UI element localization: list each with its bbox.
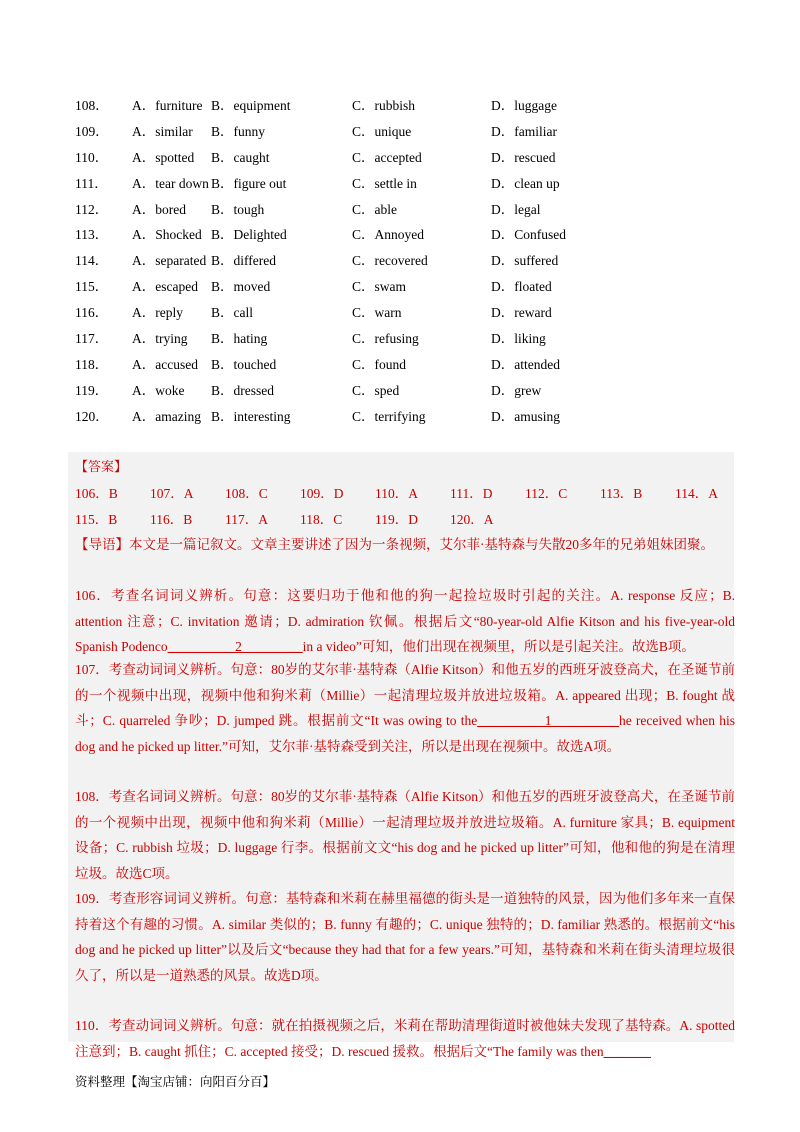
answer-item: 106．B xyxy=(75,486,118,501)
option-c: C．Annoyed xyxy=(352,227,424,243)
option-d: D．amusing xyxy=(491,408,560,424)
question-number: 114． xyxy=(75,253,109,269)
question-number: 110． xyxy=(75,149,109,165)
explanation-107-text-b: he received when his dog and he picked up litter.”可知，艾尔菲·基特森受到关注，所以是出现在视频中。故选A项。 xyxy=(75,713,735,754)
option-a: A．reply xyxy=(132,305,183,321)
question-row xyxy=(75,355,735,381)
explanation-106-text-a: 106．考查名词词义辨析。句意：这要归功于他和他的狗一起捡垃圾时引起的关注。A. response 反应；B. attention 注意；C. invitation 邀请；D. admiration 钦佩。根据后文“80-year-old Alfie Kitson and his five-year-old Spanish Podenco xyxy=(75,588,735,655)
option-d: D．clean up xyxy=(491,175,560,191)
answer-item: 114．A xyxy=(675,486,718,501)
option-d: D．luggage xyxy=(491,98,557,113)
option-d: D．Confused xyxy=(491,227,566,243)
option-b: B．dressed xyxy=(211,382,274,398)
option-a: A．woke xyxy=(132,382,185,398)
explanation-110 xyxy=(75,1013,735,1064)
answer-item: 107．A xyxy=(150,486,194,501)
question-row xyxy=(75,225,735,251)
question-number: 120． xyxy=(75,408,109,424)
answer-item: 113．B xyxy=(600,486,643,501)
question-number: 108． xyxy=(75,98,109,113)
option-c: C．rubbish xyxy=(352,98,416,113)
question-number: 117． xyxy=(75,331,109,347)
question-number: 109． xyxy=(75,123,109,139)
answer-row-1 xyxy=(75,482,735,504)
option-b: B．tough xyxy=(211,201,265,217)
option-d: D．liking xyxy=(491,331,546,347)
answer-title: 【答案】 xyxy=(75,460,128,475)
option-c: C．refusing xyxy=(352,331,419,347)
option-b: B．hating xyxy=(211,331,268,347)
option-a: A．bored xyxy=(132,201,186,217)
question-row xyxy=(75,200,735,226)
option-b: B．caught xyxy=(211,149,270,165)
question-number: 115． xyxy=(75,279,109,295)
answer-row-2 xyxy=(75,508,735,530)
answer-item: 109．D xyxy=(300,486,344,501)
option-c: C．unique xyxy=(352,123,412,139)
option-d: D．familiar xyxy=(491,123,557,139)
option-d: D．grew xyxy=(491,382,542,398)
option-a: A．escaped xyxy=(132,279,198,295)
option-a: A．separated xyxy=(132,253,207,269)
explanation-110-blank: _______ xyxy=(603,1043,651,1059)
option-b: B．figure out xyxy=(211,175,287,191)
option-d: D．legal xyxy=(491,201,541,217)
option-b: B．interesting xyxy=(211,408,291,424)
option-c: C．found xyxy=(352,356,406,372)
answer-item: 115．B xyxy=(75,512,118,527)
explanation-108: 108．考查名词词义辨析。句意：80岁的艾尔菲·基特森（Alfie Kitson）和他五岁的西班牙波登高犬，在圣诞节前的一个视频中出现，视频中他和狗米莉（Millie）一起清理垃圾并放进垃圾箱。A. furniture 家具；B. equipment 设备；C. rubbish 垃圾；D. luggage 行李。根据前文文“his dog and he picked up litter”可知，他和他的狗是在清理垃圾。故选C项。 xyxy=(75,789,735,881)
option-c: C．accepted xyxy=(352,149,422,165)
question-row xyxy=(75,303,735,329)
option-c: C．able xyxy=(352,201,397,217)
option-b: B．touched xyxy=(211,356,277,372)
question-row xyxy=(75,251,735,277)
explanation-107-blank: __________1__________ xyxy=(477,713,619,729)
question-number: 119． xyxy=(75,382,109,398)
option-a: A．tear down xyxy=(132,175,209,191)
explanation-110-text-a: 110．考查动词词义辨析。句意：就在拍摄视频之后，米莉在帮助清理街道时被他妹夫发现了基特森。A. spotted 注意到；B. caught 抓住；C. accepted 接受；D. rescued 援救。根据后文“The family was then xyxy=(75,1018,735,1059)
option-c: C．recovered xyxy=(352,253,428,269)
question-number: 113． xyxy=(75,227,109,243)
footer-text: 资料整理【淘宝店铺：向阳百分百】 xyxy=(75,1074,276,1089)
option-b: B．equipment xyxy=(211,98,291,113)
option-b: B．moved xyxy=(211,279,271,295)
option-a: A．spotted xyxy=(132,149,195,165)
answer-item: 120．A xyxy=(450,512,494,527)
answer-item: 119．D xyxy=(375,512,418,527)
question-row xyxy=(75,174,735,200)
option-c: C．terrifying xyxy=(352,408,426,424)
explanation-106-text-b: in a video”可知，他们出现在视频里，所以是引起关注。故选B项。 xyxy=(302,639,695,655)
explanation-106 xyxy=(75,583,735,660)
question-row xyxy=(75,277,735,303)
explanation-106-blank: __________2_________ xyxy=(167,639,303,655)
option-a: A．similar xyxy=(132,123,193,139)
option-a: A．Shocked xyxy=(132,227,202,243)
explanation-109: 109．考查形容词词义辨析。句意：基特森和米莉在赫里福德的街头是一道独特的风景，因为他们多年来一直保持着这个有趣的习惯。A. similar 类似的；B. funny 有趣的；C. unique 独特的；D. familiar 熟悉的。根据前文“his dog and he picked up litter”以及后文“because they had that for a few years.”可知，基特森和米莉在街头清理垃圾很久了，所以是一道熟悉的风景。故选D项。 xyxy=(75,891,735,983)
option-d: D．attended xyxy=(491,356,560,372)
option-d: D．rescued xyxy=(491,149,556,165)
question-number: 112． xyxy=(75,201,109,217)
question-number: 118． xyxy=(75,356,109,372)
question-row xyxy=(75,122,735,148)
answer-item: 110．A xyxy=(375,486,418,501)
option-b: B．call xyxy=(211,305,253,321)
option-d: D．suffered xyxy=(491,253,559,269)
option-b: B．funny xyxy=(211,123,265,139)
question-row xyxy=(75,329,735,355)
question-row xyxy=(75,407,735,433)
option-d: D．reward xyxy=(491,305,552,321)
guide-paragraph: 【导语】本文是一篇记叙文。文章主要讲述了因为一条视频，艾尔菲·基特森与失散20多年的兄弟姐妹团聚。 xyxy=(75,537,714,552)
options-list xyxy=(75,96,735,433)
option-a: A．amazing xyxy=(132,408,201,424)
option-b: B．differed xyxy=(211,253,276,269)
answer-item: 116．B xyxy=(150,512,193,527)
option-b: B．Delighted xyxy=(211,227,287,243)
option-c: C．swam xyxy=(352,279,406,295)
explanation-107 xyxy=(75,657,735,759)
answer-item: 117．A xyxy=(225,512,268,527)
option-c: C．sped xyxy=(352,382,400,398)
question-row xyxy=(75,381,735,407)
option-a: A．accused xyxy=(132,356,198,372)
answer-item: 111．D xyxy=(450,486,493,501)
answer-item: 108．C xyxy=(225,486,268,501)
question-row xyxy=(75,96,735,122)
option-c: C．settle in xyxy=(352,175,417,191)
question-number: 116． xyxy=(75,305,109,321)
option-c: C．warn xyxy=(352,305,402,321)
option-a: A．furniture xyxy=(132,98,203,113)
answer-item: 118．C xyxy=(300,512,343,527)
answer-item: 112．C xyxy=(525,486,568,501)
question-row xyxy=(75,148,735,174)
explanation-107-text-a: 107．考查动词词义辨析。句意：80岁的艾尔菲·基特森（Alfie Kitson）和他五岁的西班牙波登高犬，在圣诞节前的一个视频中出现，视频中他和狗米莉（Millie）一起清理垃圾并放进垃圾箱。A. appeared 出现；B. fought 战斗；C. quarreled 争吵；D. jumped 跳。根据前文“It was owing to the xyxy=(75,662,735,729)
option-a: A．trying xyxy=(132,331,188,347)
option-d: D．floated xyxy=(491,279,552,295)
question-number: 111． xyxy=(75,175,108,191)
